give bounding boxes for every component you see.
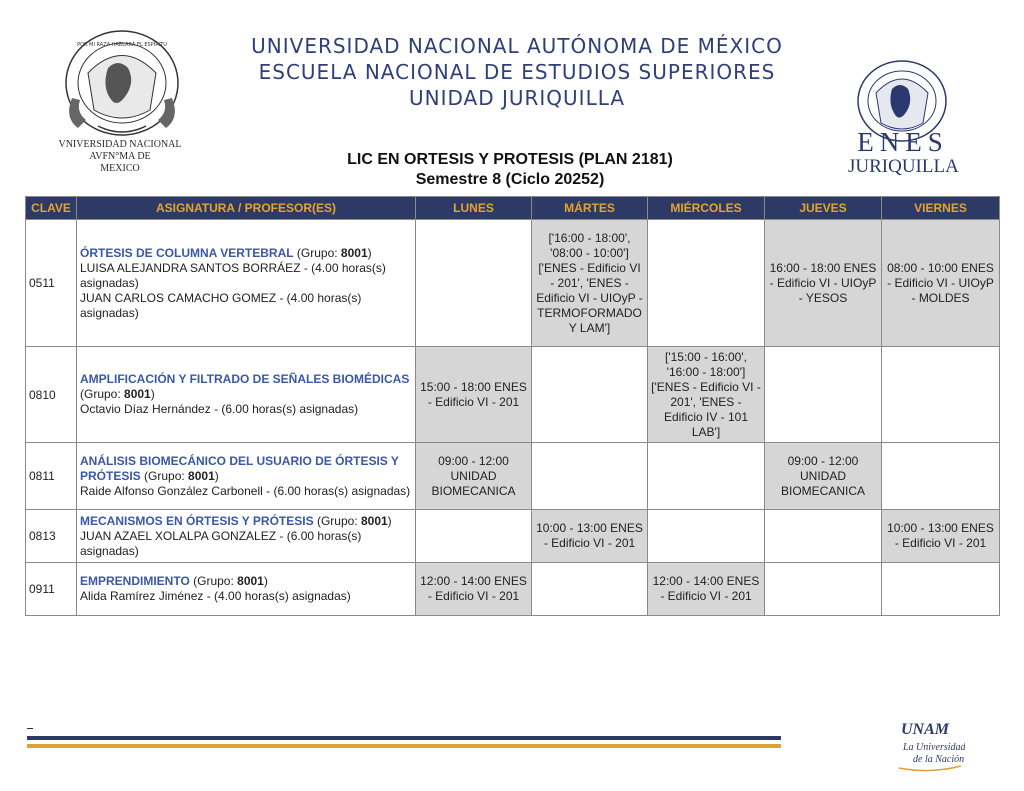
subject-cell [77,220,416,347]
day-slot [532,347,648,443]
professor-line: Raide Alfonso González Carbonell - (6.00 horas(s) asignadas) [80,483,411,498]
day-slot [532,443,648,510]
subject-cell [77,563,416,616]
clave-cell: 0911 [26,563,77,616]
day-slot [765,510,882,563]
table-row [26,220,1000,347]
day-slot [882,347,1000,443]
grupo-suffix: ) [367,245,372,260]
seal-caption-line: VNIVERSIDAD NACIONAL [58,139,182,150]
grupo-prefix: (Grupo: [313,513,361,528]
grupo-prefix: (Grupo: [293,245,341,260]
column-header: JUEVES [765,197,882,220]
day-slot: ['15:00 - 16:00', '16:00 - 18:00'] ['ENES - Edificio VI - 201', 'ENES - Edificio IV - 101 LAB'] [648,347,765,443]
subject-name: EMPRENDIMIENTO [80,574,190,588]
school-name: ESCUELA NACIONAL DE ESTUDIOS SUPERIORES [258,60,776,84]
grupo-suffix: ) [150,387,155,401]
day-slot: 16:00 - 18:00 ENES - Edificio VI - UIOyP - YESOS [765,220,882,347]
day-slot [648,220,765,347]
day-slot: 15:00 - 18:00 ENES - Edificio VI - 201 [416,347,532,443]
grupo-prefix: (Grupo: [189,574,238,588]
subject-name: ANÁLISIS BIOMECÁNICO DEL USUARIO DE ÓRTESIS Y PRÓTESIS [80,453,399,483]
unam-slogan-logo [895,714,965,774]
day-slot [765,563,882,616]
day-slot: 09:00 - 12:00 UNIDAD BIOMECANICA [765,443,882,510]
day-slot [648,443,765,510]
day-slot [416,220,532,347]
slogan-brand: UNAM [901,721,950,738]
grupo-suffix: ) [263,574,268,588]
subject-cell [77,347,416,443]
footer-gold-band [27,744,781,748]
footer-navy-band [27,736,781,740]
day-slot: 10:00 - 13:00 ENES - Edificio VI - 201 [882,510,1000,563]
subject-cell [77,443,416,510]
day-slot [416,510,532,563]
table-row [26,510,1000,563]
professor-line: LUISA ALEJANDRA SANTOS BORRÁEZ - (4.00 horas(s) asignadas) [80,260,386,290]
grupo-number: 8001 [124,387,151,401]
professor-line: Alida Ramírez Jiménez - (4.00 horas(s) asignadas) [80,589,351,603]
table-row [26,347,1000,443]
professor-line: Octavio Díaz Hernández - (6.00 horas(s) asignadas) [80,402,359,416]
professor-line: JUAN AZAEL XOLALPA GONZALEZ - (6.00 horas(s) asignadas) [80,528,362,558]
seal-caption-line: MEXICO [100,163,140,174]
slogan-line2: de la Nación [913,754,965,765]
clave-cell: 0511 [26,220,77,347]
column-header: CLAVE [26,197,77,220]
semester-title: Semestre 8 (Ciclo 20252) [415,171,605,188]
day-slot: 12:00 - 14:00 ENES - Edificio VI - 201 [648,563,765,616]
slogan-line1: La Universidad [903,742,965,753]
day-slot: 10:00 - 13:00 ENES - Edificio VI - 201 [532,510,648,563]
column-header: MIÉRCOLES [648,197,765,220]
grupo-prefix: (Grupo: [80,387,125,401]
program-title: LIC EN ORTESIS Y PROTESIS (PLAN 2181) [347,151,673,168]
seal-caption [40,139,200,175]
enes-logo-subword: JURIQUILLA [848,156,959,177]
university-name: UNIVERSIDAD NACIONAL AUTÓNOMA DE MÉXICO [251,34,783,58]
table-row [26,563,1000,616]
day-slot [765,347,882,443]
schedule-table [25,196,1000,616]
enes-logo-word: ENES [857,127,949,157]
campus-name: UNIDAD JURIQUILLA [408,86,626,110]
day-slot: 09:00 - 12:00 UNIDAD BIOMECANICA [416,443,532,510]
grupo-number: 8001 [237,574,264,588]
schedule-titles [260,150,760,190]
day-slot [648,510,765,563]
subject-name: ÓRTESIS DE COLUMNA VERTEBRAL [80,245,294,260]
subject-name: AMPLIFICACIÓN Y FILTRADO DE SEÑALES BIOMÉDICAS [80,372,410,386]
column-header: MÁRTES [532,197,648,220]
day-slot: ['16:00 - 18:00', '08:00 - 10:00'] ['ENES - Edificio VI - 201', 'ENES - Edificio VI - UIOyP - TERMOFORMADO Y LAM'] [532,220,648,347]
table-row [26,443,1000,510]
table-header-row [26,197,1000,220]
grupo-suffix: ) [214,468,219,483]
day-slot: 08:00 - 10:00 ENES - Edificio VI - UIOyP - MOLDES [882,220,1000,347]
seal-caption-line: AVFN°MA DE [89,151,151,162]
column-header: ASIGNATURA / PROFESOR(ES) [77,197,416,220]
day-slot: 12:00 - 14:00 ENES - Edificio VI - 201 [416,563,532,616]
clave-cell: 0810 [26,347,77,443]
clave-cell: 0813 [26,510,77,563]
professor-line: JUAN CARLOS CAMACHO GOMEZ - (4.00 horas(s) asignadas) [80,290,362,320]
clave-cell: 0811 [26,443,77,510]
subject-cell [77,510,416,563]
day-slot [882,563,1000,616]
footer-mark [27,728,33,729]
subject-name: MECANISMOS EN ÓRTESIS Y PRÓTESIS [80,513,314,528]
grupo-prefix: (Grupo: [140,468,189,483]
seal-ring-text: POR MI RAZA HABLARÁ EL ESPÍRITU [77,42,167,48]
column-header: LUNES [416,197,532,220]
institution-header [222,33,812,111]
day-slot [532,563,648,616]
grupo-number: 8001 [188,468,215,483]
grupo-number: 8001 [340,245,368,260]
column-header: VIERNES [882,197,1000,220]
day-slot [882,443,1000,510]
grupo-suffix: ) [387,513,392,528]
grupo-number: 8001 [360,513,388,528]
